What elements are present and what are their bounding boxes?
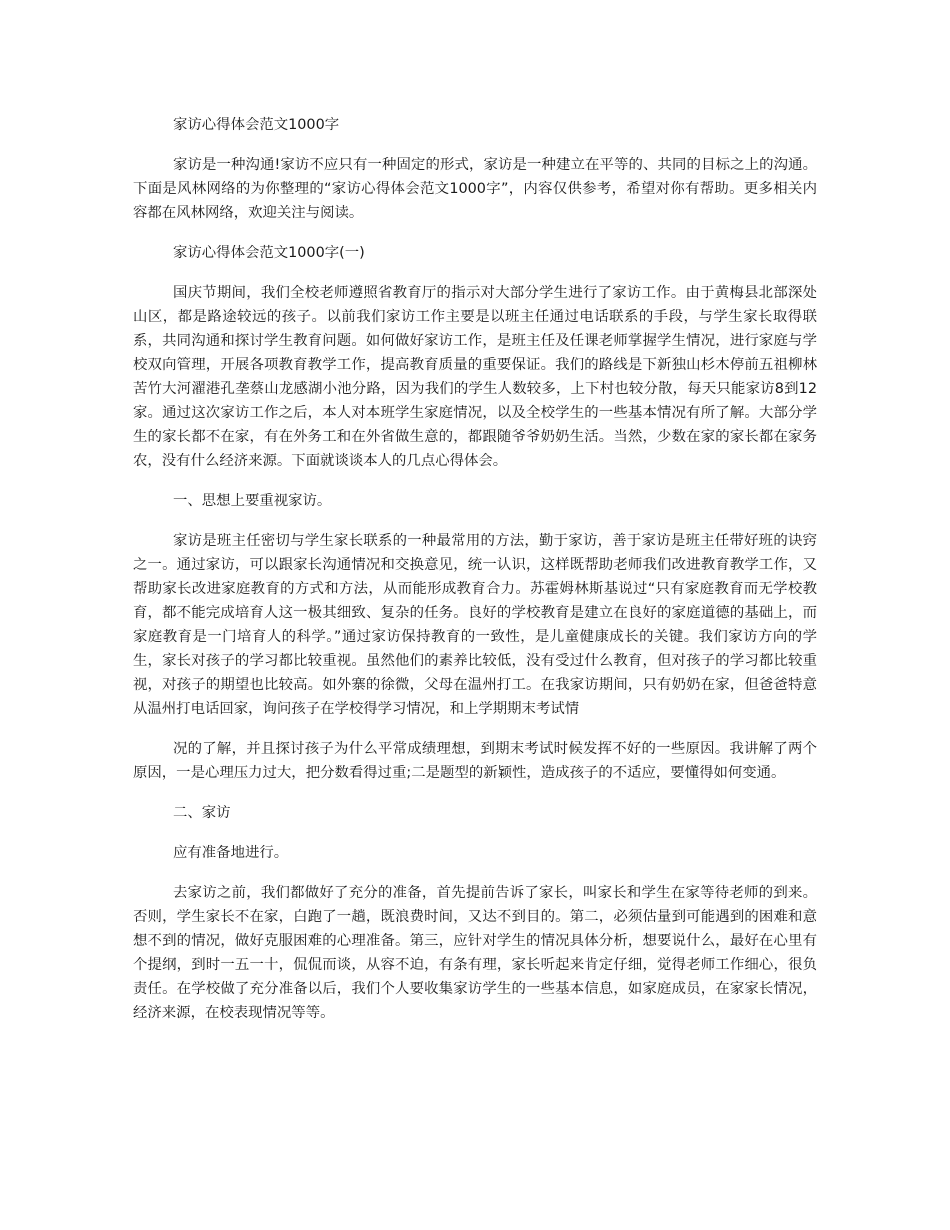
body-paragraph: 况的了解，并且探讨孩子为什么平常成绩理想，到期末考试时候发挥不好的一些原因。我讲解了两个原因，一是心理压力过大，把分数看得过重;二是题型的新颖性，造成孩子的不适应，要懂得如何变通。 — [133, 741, 817, 781]
document-body — [133, 113, 817, 1041]
section-subheading: 应有准备地进行。 — [173, 845, 289, 861]
body-paragraph: 国庆节期间，我们全校老师遵照省教育厅的指示对大部分学生进行了家访工作。由于黄梅县北部深处山区，都是路途较远的孩子。以前我们家访工作主要是以班主任通过电话联系的手段，与学生家长取得联系，共同沟通和探讨学生教育问题。如何做好家访工作，是班主任及任课老师掌握学生情况，进行家庭与学校双向管理，开展各项教育教学工作，提高教育质量的重要保证。我们的路线是下新独山杉木停前五祖柳林苦竹大河濯港孔垄蔡山龙感湖小池分路，因为我们的学生人数较多，上下村也较分散，每天只能家访8到12家。通过这次家访工作之后，本人对本班学生家庭情况，以及全校学生的一些基本情况有所了解。大部分学生的家长都不在家，有在外务工和在外省做生意的，都跟随爷爷奶奶生活。当然，少数在家的家长都在家务农，没有什么经济来源。下面就谈谈本人的几点心得体会。 — [133, 285, 817, 469]
document-title: 家访心得体会范文1000字 — [173, 117, 340, 133]
section-heading-two: 二、家访 — [173, 805, 231, 821]
section-heading-one: 一、思想上要重视家访。 — [173, 493, 332, 509]
intro-paragraph: 家访是一种沟通!家访不应只有一种固定的形式，家访是一种建立在平等的、共同的目标之上的沟通。下面是风林网络的为你整理的“家访心得体会范文1000字”，内容仅供参考，希望对你有帮助。更多相关内容都在风林网络，欢迎关注与阅读。 — [133, 157, 817, 221]
body-paragraph: 家访是班主任密切与学生家长联系的一种最常用的方法，勤于家访，善于家访是班主任带好班的诀窍之一。通过家访，可以跟家长沟通情况和交换意见，统一认识，这样既帮助老师我们改进教育教学工作，又帮助家长改进家庭教育的方式和方法，从而能形成教育合力。苏霍姆林斯基说过“只有家庭教育而无学校教育，都不能完成培育人这一极其细致、复杂的任务。良好的学校教育是建立在良好的家庭道德的基础上，而家庭教育是一门培育人的科学。”通过家访保持教育的一致性，是儿童健康成长的关键。我们家访方向的学生，家长对孩子的学习都比较重视。虽然他们的素养比较低，没有受过什么教育，但对孩子的学习都比较重视，对孩子的期望也比较高。如外寨的徐微，父母在温州打工。在我家访期间，只有奶奶在家，但爸爸特意从温州打电话回家，询问孩子在学校得学习情况，和上学期期末考试情 — [133, 533, 817, 717]
section-heading-essay-one: 家访心得体会范文1000字(一) — [173, 245, 365, 261]
body-paragraph: 去家访之前，我们都做好了充分的准备，首先提前告诉了家长，叫家长和学生在家等待老师的到来。否则，学生家长不在家，白跑了一趟，既浪费时间，又达不到目的。第二，必须估量到可能遇到的困难和意想不到的情况，做好克服困难的心理准备。第三，应针对学生的情况具体分析，想要说什么，最好在心里有个提纲，到时一五一十，侃侃而谈，从容不迫，有条有理，家长听起来肯定仔细，觉得老师工作细心，很负责任。在学校做了充分准备以后，我们个人要收集家访学生的一些基本信息，如家庭成员，在家家长情况，经济来源，在校表现情况等等。 — [133, 885, 817, 1021]
